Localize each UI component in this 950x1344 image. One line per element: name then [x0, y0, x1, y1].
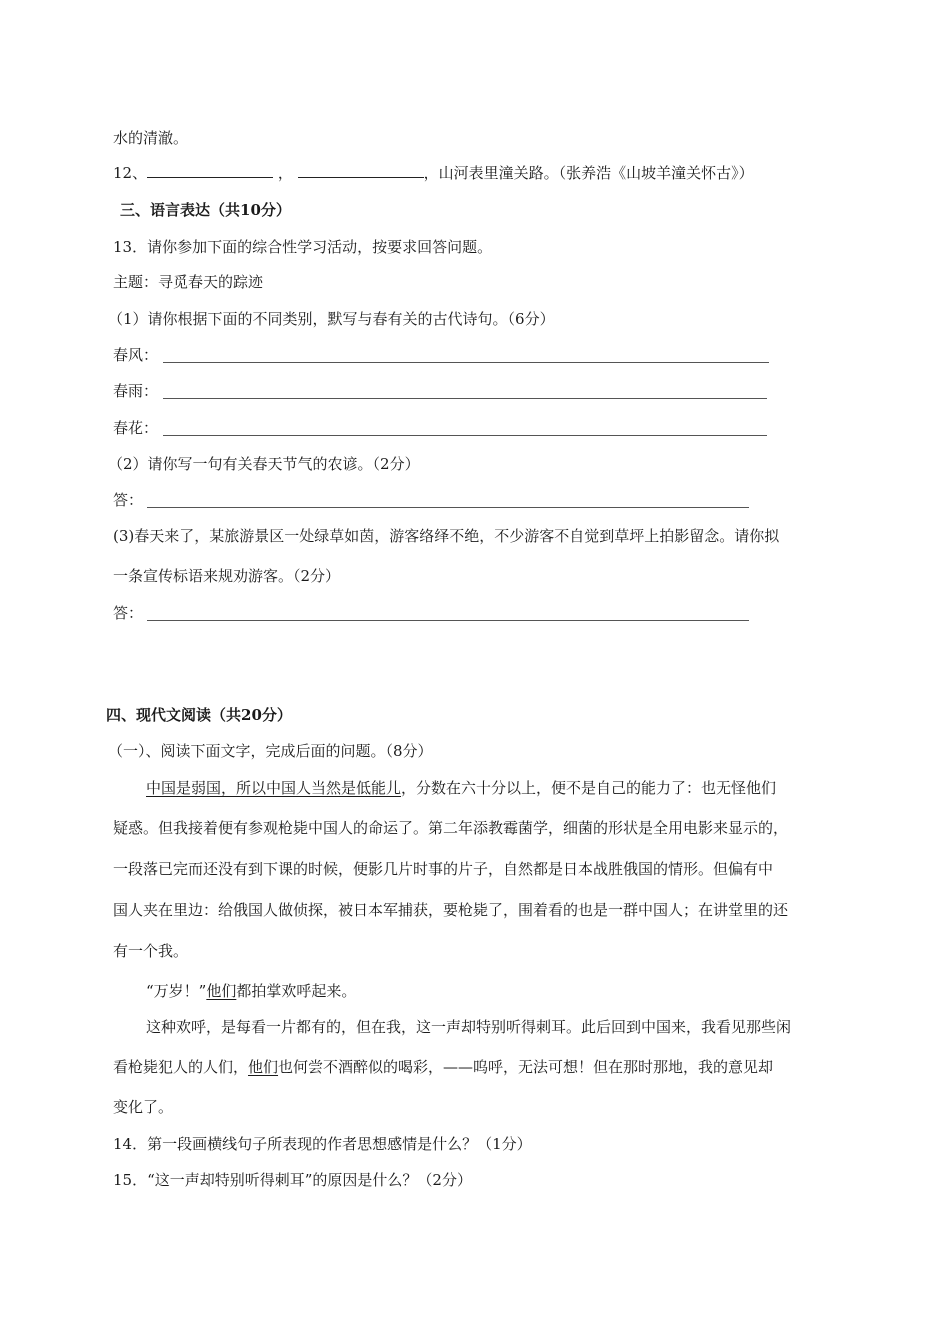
passage-p3-line1: 这种欢呼，是每看一片都有的，但在我，这一声却特别听得刺耳。此后回到中国来，我看见那些闲: [146, 1018, 792, 1036]
section4-title: 四、现代文阅读（共20分）: [106, 706, 292, 724]
q15-text: 15．“这一声却特别听得刺耳”的原因是什么？（2分）: [113, 1171, 472, 1189]
section4-sub1: （一）、阅读下面文字，完成后面的问题。（8分）: [108, 742, 433, 760]
passage-p2-post: 都拍掌欢呼起来。: [236, 982, 357, 1000]
passage-p3-underlined: 他们: [248, 1058, 279, 1076]
q13-stem: 13．请你参加下面的综合性学习活动，按要求回答问题。: [113, 238, 493, 256]
part3-answer-line[interactable]: [147, 619, 749, 621]
passage-p1-line5: 有一个我。: [113, 942, 189, 960]
q12-separator: ，: [277, 164, 293, 182]
q13-part2: （2）请你写一句有关春天节气的农谚。（2分）: [108, 455, 420, 473]
q13-part1: （1）请你根据下面的不同类别，默写与春有关的古代诗句。（6分）: [108, 310, 555, 328]
passage-p1-rest: ，分数在六十分以上，便不是自己的能力了：也无怪他们: [401, 779, 777, 797]
q11-tail-text: 水的清澈。: [113, 129, 189, 147]
passage-p1-line2: 疑惑。但我接着便有参观枪毙中国人的命运了。第二年添教霉菌学，细菌的形状是全用电影来显示的，: [113, 819, 789, 837]
q13-theme: 主题：寻觅春天的踪迹: [113, 273, 264, 291]
spring-rain-label: 春雨：: [113, 382, 159, 400]
q12-blank-1[interactable]: [147, 163, 273, 178]
passage-p2-underlined: 他们: [206, 982, 237, 1000]
answer-label-part3: 答：: [113, 604, 144, 622]
passage-p3-line2: [113, 1057, 843, 1077]
q12-blank-2[interactable]: [298, 163, 424, 178]
q14-text: 14．第一段画横线句子所表现的作者思想感情是什么？（1分）: [113, 1135, 532, 1153]
section3-title: 三、语言表达（共10分）: [120, 201, 291, 219]
q13-part3-line2: 一条宣传标语来规劝游客。（2分）: [113, 567, 341, 585]
passage-p2-pre: “万岁！”: [146, 982, 207, 1000]
passage-p1-line4: 国人夹在里边：给俄国人做侦探，被日本军捕获，要枪毙了，围着看的也是一群中国人；在讲堂里的还: [113, 901, 789, 919]
q12-number: 12、: [113, 164, 148, 182]
passage-p3-line3: 变化了。: [113, 1098, 174, 1116]
passage-p3-line2-post: 也何尝不酒醉似的喝彩，——呜呼，无法可想！但在那时那地，我的意见却: [278, 1058, 774, 1076]
answer-label-part2: 答：: [113, 491, 144, 509]
passage-p2: [146, 981, 876, 1001]
part2-answer-line[interactable]: [147, 506, 749, 508]
spring-wind-answer-line[interactable]: [163, 361, 769, 363]
spring-wind-label: 春风：: [113, 346, 159, 364]
spring-rain-answer-line[interactable]: [163, 397, 767, 399]
passage-p1-line1: [146, 778, 876, 798]
q13-part3-line1: (3)春天来了，某旅游景区一处绿草如茵，游客络绎不绝，不少游客不自觉到草坪上拍影留念。请你拟: [113, 527, 780, 545]
passage-p1-line3: 一段落已完而还没有到下课的时候，便影几片时事的片子，自然都是日本战胜俄国的情形。但偏有中: [113, 860, 774, 878]
q12-text: ，山河表里潼关路。（张养浩《山坡羊潼关怀古》）: [423, 164, 754, 182]
passage-p3-line2-pre: 看枪毙犯人的人们，: [113, 1058, 249, 1076]
passage-underlined-sentence: 中国是弱国，所以中国人当然是低能儿: [146, 779, 402, 797]
q12-line: [113, 163, 754, 183]
spring-flower-label: 春花：: [113, 419, 159, 437]
spring-flower-answer-line[interactable]: [163, 434, 767, 436]
